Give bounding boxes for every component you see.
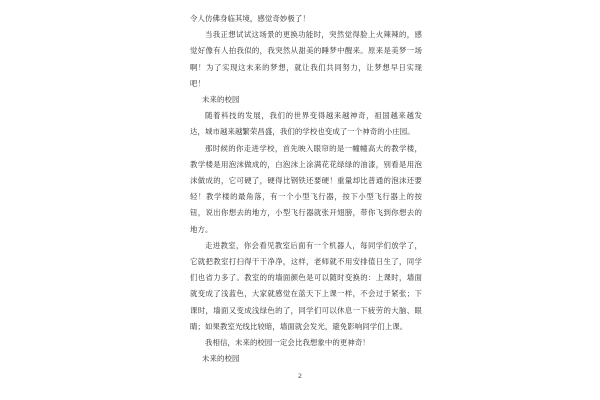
paragraph-intro: 随着科技的发展，我们的世界变得越来越神奇，祖国越来越发达，城市越来越繁荣昌盛，我们的学校也变成了一个神奇的小庄园。	[190, 111, 422, 137]
page-number: 2	[297, 372, 303, 380]
section-heading: 未来的校园	[202, 95, 240, 105]
paragraph-dream-wakeup: 当我正想试试这场景的更换功能时，突然觉得脸上火辣辣的，感觉好像有人拍我似的，我突然从甜美的睡梦中醒来。原来是美梦一场啊！为了实现这未来的梦想，就让我们共同努力，让梦想早日实现吧！	[190, 30, 422, 88]
paragraph-teaching-building: 那时候的你走进学校，首先映入眼帘的是一幢幢高大的教学楼，教学楼是用泡沫做成的，白泡沫上涂满花花绿绿的油漆，别看是用泡沫做成的，它可硬了，硬得比钢铁还要硬！重量却比普通的泡沫还要轻！教学楼的最角落，有一个小型飞行器，按下小型飞行器上的按钮，说出你想去的地方，小型飞行器就张开翅膀，带你飞到你想去的地方。	[190, 143, 422, 234]
section-heading-next: 未来的校园	[202, 354, 240, 364]
document-body	[190, 11, 422, 367]
paragraph-conclusion: 我相信，未来的校园一定会比我想象中的更神奇！	[205, 338, 370, 348]
paragraph-continuation: 令人仿佛身临其境，感觉奇妙极了！	[190, 14, 310, 23]
paragraph-classroom: 走进教室，你会看见教室后面有一个机器人，每同学们放学了，它就把教室打扫得干干净净，这样，老师就不用安排值日生了，同学们也省力多了。教室的的墙面颜色是可以随时变换的：上课时，墙面就变成了浅蓝色，大家就感觉在蓝天下上课一样，不会过于紧张；下课时，墙面又变成浅绿色的了，同学们可以休息一下疲劳的大脑、眼睛；如果教室光线比较暗，墙面就会发光，避免影响同学们上课。	[190, 240, 422, 331]
